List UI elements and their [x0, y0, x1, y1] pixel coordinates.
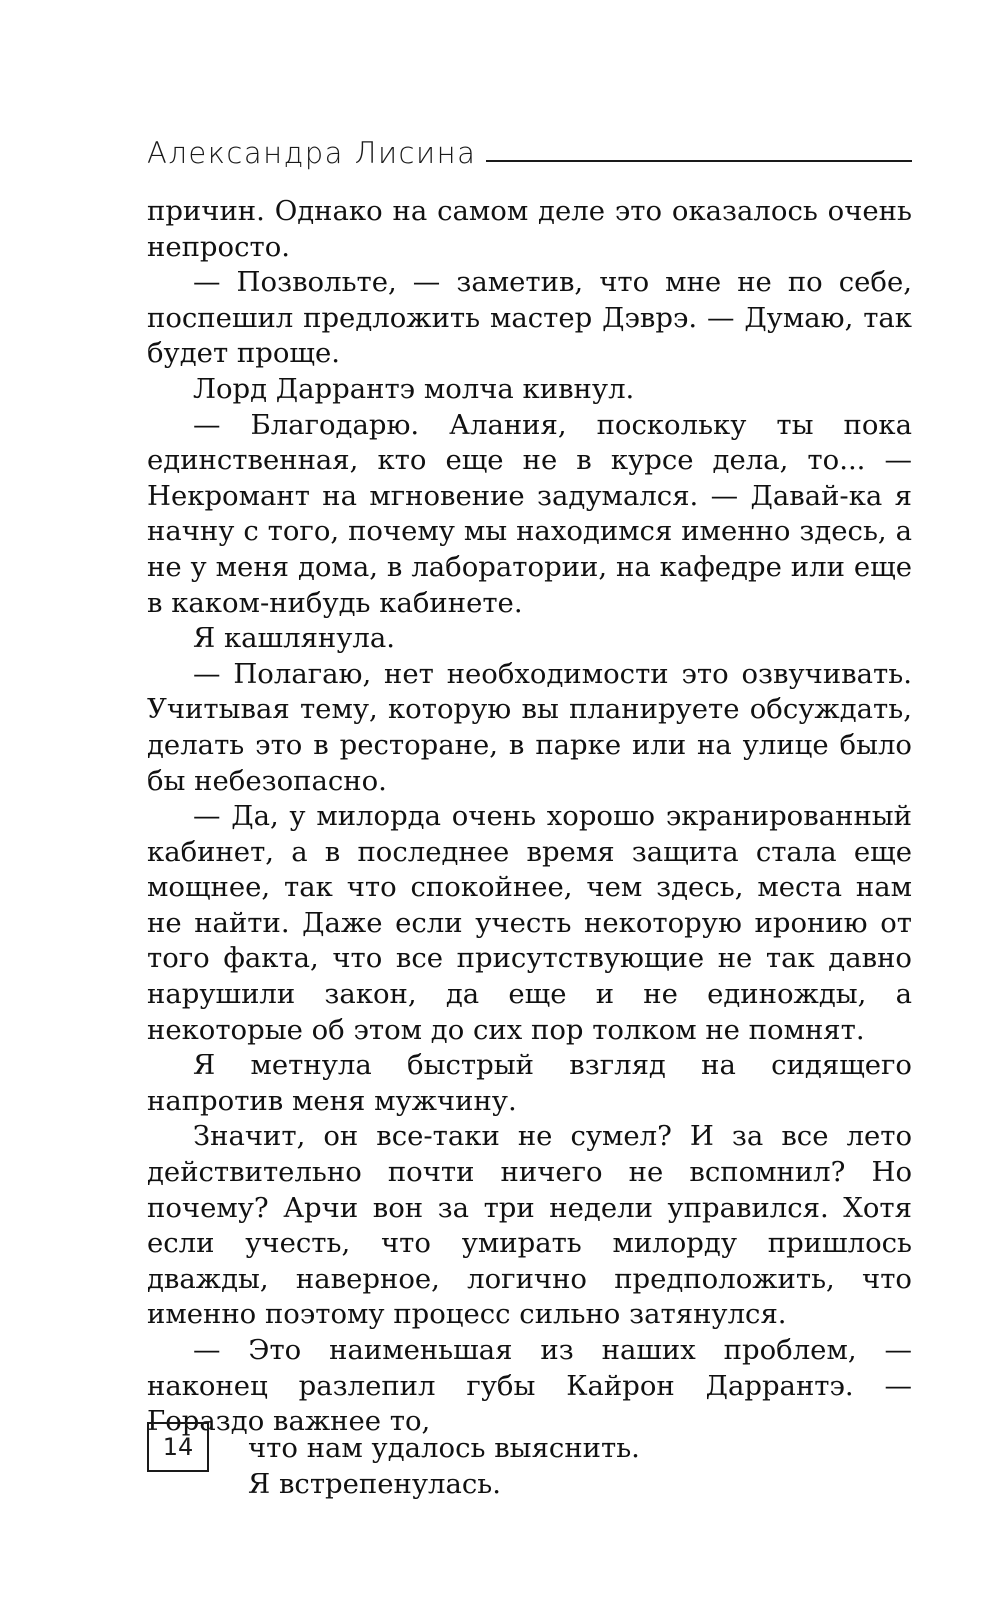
- paragraph: — Позвольте, — заметив, что мне не по себе, поспешил предложить мастер Дэврэ. — Думаю, так будет проще.: [147, 266, 912, 370]
- page-number-box: [147, 1422, 209, 1472]
- paragraph: — Да, у милорда очень хорошо экранированный кабинет, а в последнее время защита стала еще мощнее, так что спокойнее, чем здесь, места нам не найти. Даже если учесть некоторую иронию от того факта, что все присутствующие не так давно нарушили закон, да еще и не единожды, а некоторые об этом до сих пор толком не помнят.: [147, 800, 912, 1046]
- paragraph: Значит, он все-таки не сумел? И за все лето действительно почти ничего не вспомнил? Но почему? Арчи вон за три недели управился. Хотя если учесть, что умирать милорду пришлось дважды, наверное, логично предположить, что именно поэтому процесс сильно затянулся.: [147, 1120, 912, 1331]
- page-number: 14: [162, 1433, 194, 1461]
- paragraph: Лорд Даррантэ молча кивнул.: [193, 372, 635, 405]
- paragraph: Я метнула быстрый взгляд на сидящего напротив меня мужчину.: [147, 1049, 912, 1117]
- paragraph: — Полагаю, нет необходимости это озвучивать. Учитывая тему, которую вы планируете обсуждать, делать это в ресторане, в парке или на улице было бы небезопасно.: [147, 657, 912, 797]
- body-text-tail: [248, 1431, 912, 1502]
- body-text: [147, 194, 912, 1440]
- paragraph-continuation: что нам удалось выяснить.: [248, 1432, 640, 1464]
- paragraph: Я кашлянула.: [193, 622, 396, 655]
- paragraph: причин. Однако на самом деле это оказалось очень непросто.: [147, 195, 912, 263]
- running-header: [147, 128, 912, 168]
- paragraph: Я встрепенулась.: [248, 1467, 502, 1500]
- header-author: Александра Лисина: [147, 136, 477, 170]
- header-rule: [486, 160, 912, 162]
- paragraph: — Это наименьшая из наших проблем, — наконец разлепил губы Кайрон Даррантэ. — Гораздо важнее то,: [147, 1334, 912, 1438]
- paragraph: — Благодарю. Алания, поскольку ты пока единственная, кто еще не в курсе дела, то... — Некромант на мгновение задумался. — Давай-ка я начну с того, почему мы находимся именно здесь, а не у меня дома, в лаборатории, на кафедре или еще в каком-нибудь кабинете.: [147, 408, 912, 619]
